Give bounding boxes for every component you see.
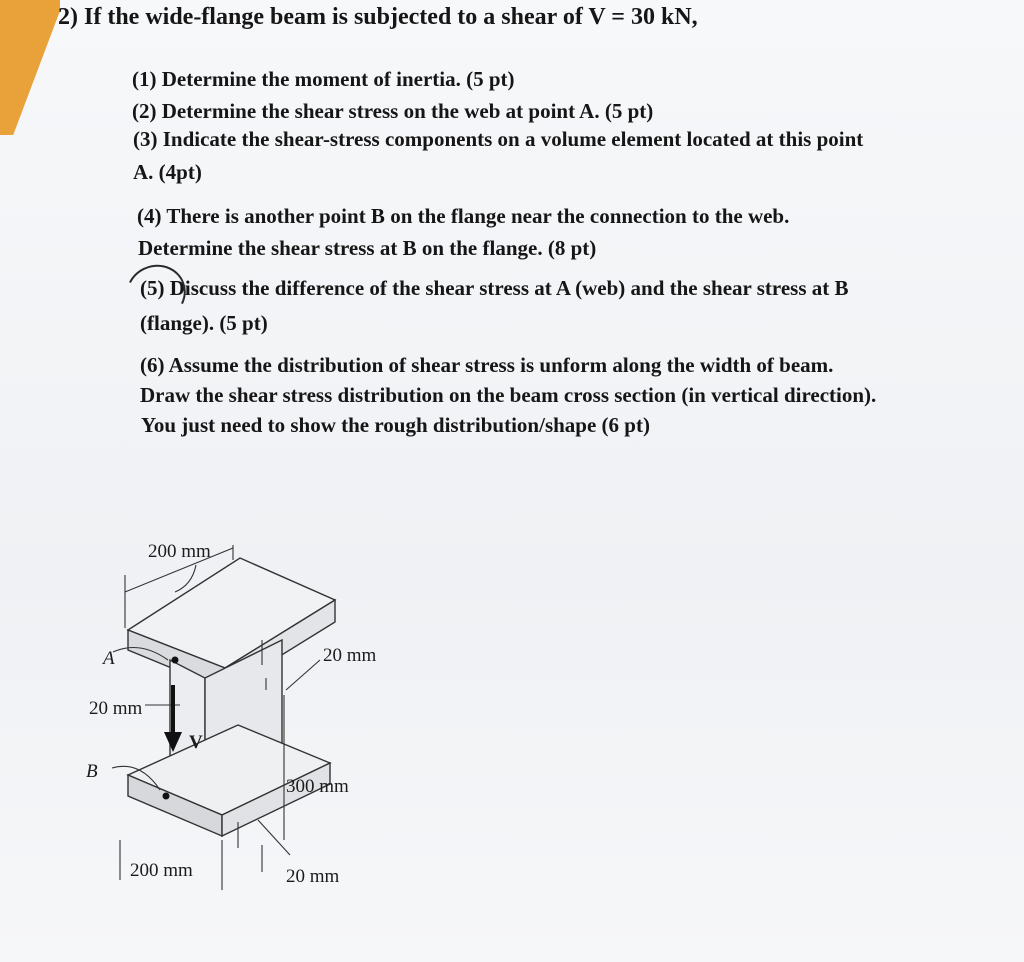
part-6-line-2: Draw the shear stress distribution on the beam cross section (in vertical direction). <box>140 383 877 407</box>
dim-bottom-flange-thickness: 20 mm <box>286 866 340 887</box>
dim-top-flange-thickness: 20 mm <box>323 645 377 666</box>
point-a-marker <box>172 657 179 664</box>
part-3-line-1: (3) Indicate the shear-stress components on a volume element located at this point <box>133 127 864 151</box>
point-b-marker <box>163 793 170 800</box>
part-6-line-1: (6) Assume the distribution of shear stress is unform along the width of beam. <box>140 353 834 377</box>
label-point-b: B <box>86 761 98 782</box>
label-shear-v: V <box>189 732 203 753</box>
part-1: (1) Determine the moment of inertia. (5 pt) <box>132 67 515 91</box>
dim-bottom-width: 200 mm <box>130 860 193 881</box>
dim-top-width: 200 mm <box>148 541 211 562</box>
part-2: (2) Determine the shear stress on the web at point A. (5 pt) <box>132 99 654 123</box>
part-4-line-2: Determine the shear stress at B on the flange. (8 pt) <box>138 236 597 260</box>
part-6-line-3: You just need to show the rough distribution/shape (6 pt) <box>141 413 650 437</box>
part-3-line-2: A. (4pt) <box>133 160 202 184</box>
part-5-line-1: (5) Discuss the difference of the shear stress at A (web) and the shear stress at B <box>140 276 849 300</box>
dim-web-height: 300 mm <box>286 776 349 797</box>
part-4-line-1: (4) There is another point B on the flange near the connection to the web. <box>137 204 790 228</box>
dim-web-thickness: 20 mm <box>89 698 143 719</box>
question-title: 2) If the wide-flange beam is subjected to a shear of V = 30 kN, <box>58 4 698 30</box>
part-5-line-2: (flange). (5 pt) <box>140 311 268 335</box>
label-point-a: A <box>103 648 115 669</box>
